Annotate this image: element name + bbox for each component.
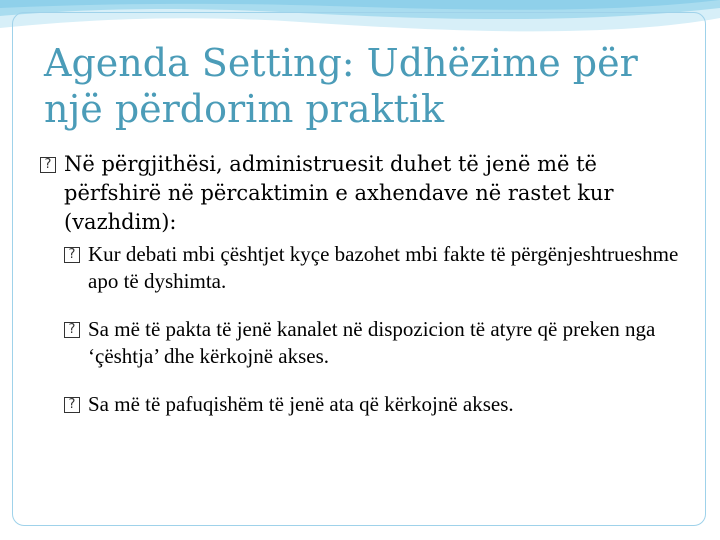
bullet-box-icon: ? <box>64 247 80 263</box>
bullet-box-icon: ? <box>64 397 80 413</box>
main-bullet <box>40 150 690 237</box>
title-line-1: Agenda Setting: Udhëzime për <box>44 41 638 85</box>
sub-bullet-text: Sa më të pafuqishëm të jenë ata që kërkojnë akses. <box>88 392 514 416</box>
slide-body <box>40 150 690 439</box>
title-line-2: një përdorim praktik <box>44 87 445 131</box>
bullet-box-icon: ? <box>40 157 56 173</box>
main-bullet-text: Në përgjithësi, administruesit duhet të jenë më të përfshirë në përcaktimin e axhendave në rastet kur (vazhdim): <box>64 152 614 234</box>
sub-bullet-list <box>40 241 690 418</box>
sub-bullet <box>64 241 690 295</box>
slide-title <box>44 40 684 132</box>
sub-bullet <box>64 316 690 370</box>
sub-bullet <box>64 391 690 418</box>
sub-bullet-text: Kur debati mbi çështjet kyçe bazohet mbi fakte të përgënjeshtrueshme apo të dyshimta. <box>88 242 679 293</box>
sub-bullet-text: Sa më të pakta të jenë kanalet në dispozicion të atyre që preken nga ‘çështja’ dhe kërkojnë akses. <box>88 317 656 368</box>
bullet-box-icon: ? <box>64 322 80 338</box>
